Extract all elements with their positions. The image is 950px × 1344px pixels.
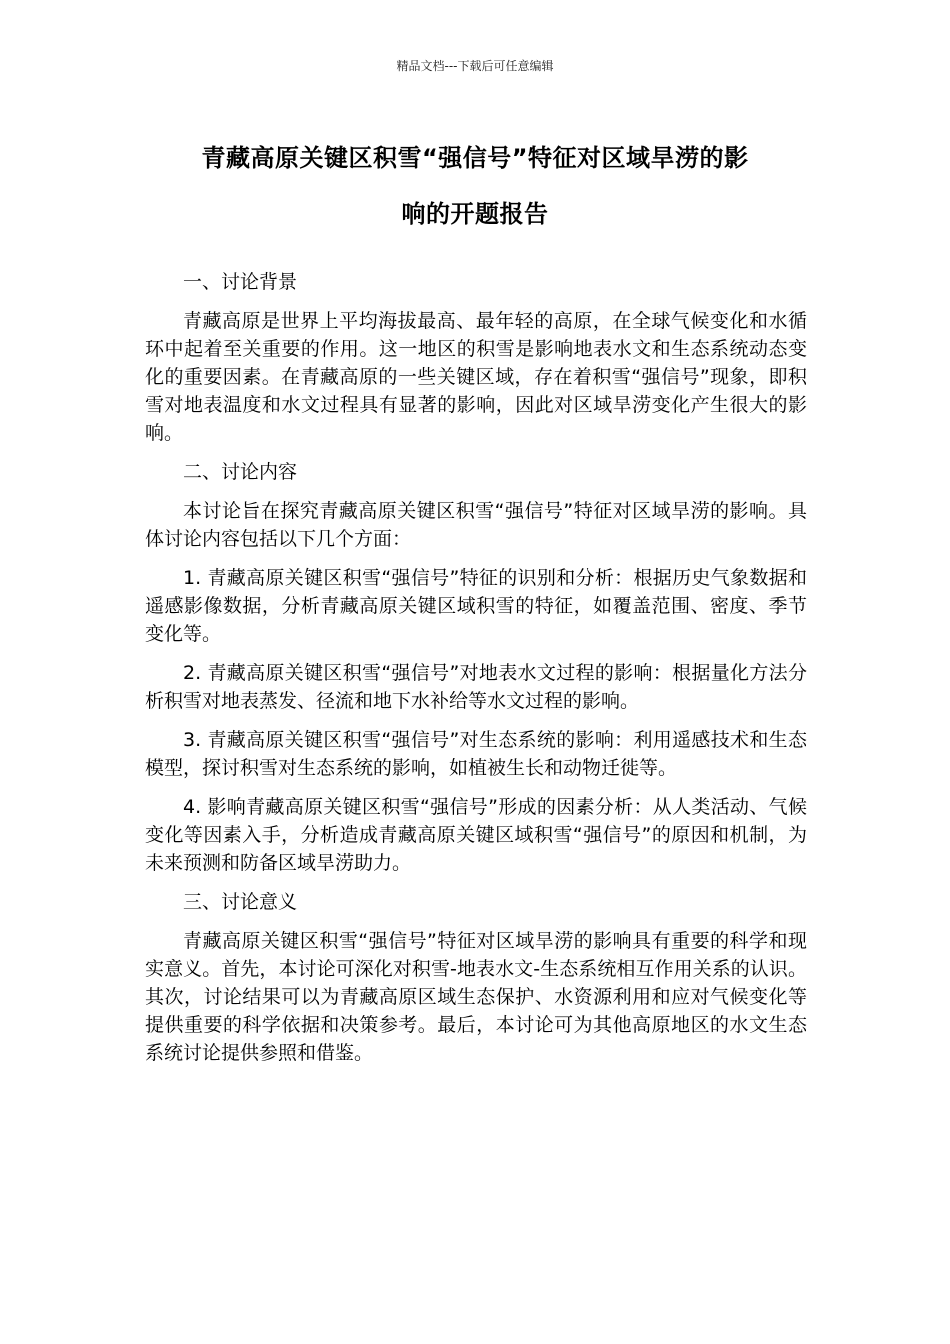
document-title-line-2: 响的开题报告 xyxy=(401,200,549,228)
section-heading: 三、讨论意义 xyxy=(183,891,298,913)
paragraph: 青藏高原是世界上平均海拔最高、最年轻的高原，在全球气候变化和水循环中起着至关重要的作用。这一地区的积雪是影响地表水文和生态系统动态变化的重要因素。在青藏高原的一些关键区域，存在着积雪“强信号”现象，即积雪对地表温度和水文过程具有显著的影响，因此对区域旱涝变化产生很大的影响。 xyxy=(145,310,807,444)
section-significance xyxy=(145,888,807,1067)
section-heading: 一、讨论背景 xyxy=(183,271,298,293)
section-content xyxy=(145,458,807,877)
paragraph: 本讨论旨在探究青藏高原关键区积雪“强信号”特征对区域旱涝的影响。具体讨论内容包括以下几个方面： xyxy=(145,500,807,550)
document-title-line-1: 青藏高原关键区积雪“强信号”特征对区域旱涝的影 xyxy=(201,144,749,172)
page-header: 精品文档---下载后可任意编辑 xyxy=(396,59,554,73)
section-heading: 二、讨论内容 xyxy=(183,461,298,483)
paragraph: 青藏高原关键区积雪“强信号”特征对区域旱涝的影响具有重要的科学和现实意义。首先，本讨论可深化对积雪-地表水文-生态系统相互作用关系的认识。其次，讨论结果可以为青藏高原区域生态保护、水资源利用和应对气候变化等提供重要的科学依据和决策参考。最后，本讨论可为其他高原地区的水文生态系统讨论提供参照和借鉴。 xyxy=(145,930,807,1064)
list-item: 4. 影响青藏高原关键区积雪“强信号”形成的因素分析：从人类活动、气候变化等因素入手，分析造成青藏高原关键区域积雪“强信号”的原因和机制，为未来预测和防备区域旱涝助力。 xyxy=(145,796,807,874)
document-body xyxy=(145,268,807,1078)
list-item: 1. 青藏高原关键区积雪“强信号”特征的识别和分析：根据历史气象数据和遥感影像数据，分析青藏高原关键区域积雪的特征，如覆盖范围、密度、季节变化等。 xyxy=(145,567,807,645)
section-background xyxy=(145,268,807,447)
list-item: 2. 青藏高原关键区积雪“强信号”对地表水文过程的影响：根据量化方法分析积雪对地表蒸发、径流和地下水补给等水文过程的影响。 xyxy=(145,662,807,712)
list-item: 3. 青藏高原关键区积雪“强信号”对生态系统的影响：利用遥感技术和生态模型，探讨积雪对生态系统的影响，如植被生长和动物迁徙等。 xyxy=(145,729,807,779)
document-title xyxy=(120,130,830,242)
